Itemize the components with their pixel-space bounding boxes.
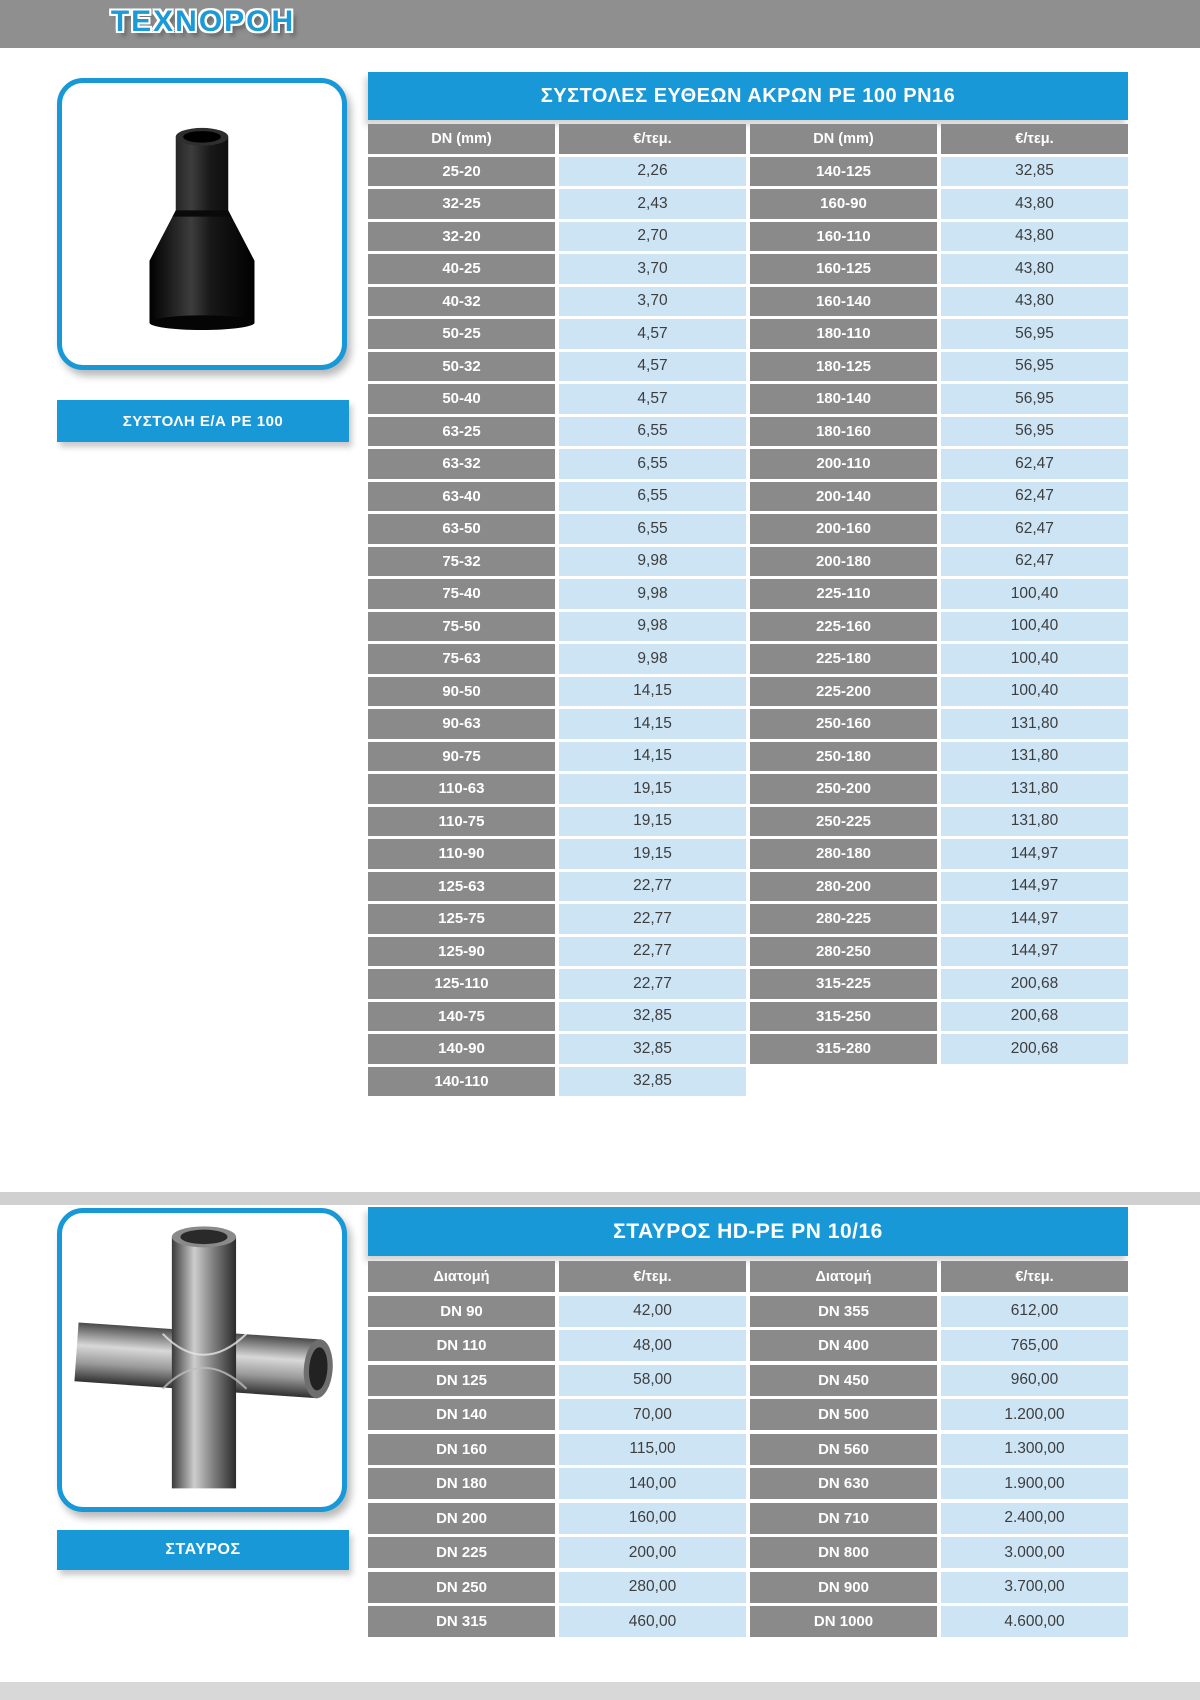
price-cell: 56,95: [941, 417, 1128, 447]
price-cell: 1.300,00: [941, 1434, 1128, 1465]
price-cell: 43,80: [941, 222, 1128, 252]
price-cell: 200,00: [559, 1537, 746, 1568]
size-cell: 160-125: [750, 254, 937, 284]
size-cell: 40-25: [368, 254, 555, 284]
size-cell: DN 900: [750, 1572, 937, 1603]
price-cell: 2,70: [559, 222, 746, 252]
table-grid-reducers: [368, 124, 1128, 1096]
price-cell: 100,40: [941, 677, 1128, 707]
price-cell: 960,00: [941, 1365, 1128, 1396]
size-cell: 250-225: [750, 807, 937, 837]
price-table-reducers: [368, 72, 1128, 1096]
price-cell: 42,00: [559, 1296, 746, 1327]
size-cell: 315-280: [750, 1034, 937, 1064]
size-cell: 225-160: [750, 612, 937, 642]
size-cell: 250-160: [750, 709, 937, 739]
size-cell: 90-50: [368, 677, 555, 707]
size-cell: 75-40: [368, 579, 555, 609]
price-cell: 1.200,00: [941, 1399, 1128, 1430]
price-cell: 144,97: [941, 872, 1128, 902]
table-grid-cross: [368, 1261, 1128, 1637]
price-cell: 200,68: [941, 1002, 1128, 1032]
size-cell: 63-40: [368, 482, 555, 512]
size-cell: 180-125: [750, 352, 937, 382]
price-cell: 100,40: [941, 612, 1128, 642]
price-cell: 115,00: [559, 1434, 746, 1465]
size-cell: 110-75: [368, 807, 555, 837]
size-cell: DN 710: [750, 1503, 937, 1534]
size-cell: 32-25: [368, 189, 555, 219]
price-cell: 2.400,00: [941, 1503, 1128, 1534]
column-header: €/τεμ.: [559, 1261, 746, 1292]
size-cell: 250-200: [750, 774, 937, 804]
column-header: DN (mm): [750, 124, 937, 154]
price-cell: 460,00: [559, 1606, 746, 1637]
size-cell: 160-140: [750, 287, 937, 317]
price-cell: 62,47: [941, 514, 1128, 544]
size-cell: 225-180: [750, 644, 937, 674]
size-cell: DN 225: [368, 1537, 555, 1568]
size-cell: DN 250: [368, 1572, 555, 1603]
price-cell: 3,70: [559, 254, 746, 284]
size-cell: DN 800: [750, 1537, 937, 1568]
size-cell: DN 110: [368, 1330, 555, 1361]
price-cell: 6,55: [559, 417, 746, 447]
price-cell: 9,98: [559, 579, 746, 609]
price-cell: 22,77: [559, 969, 746, 999]
price-cell: 32,85: [941, 157, 1128, 187]
price-cell: 32,85: [559, 1067, 746, 1097]
size-cell: 200-110: [750, 449, 937, 479]
price-cell: 200,68: [941, 1034, 1128, 1064]
price-cell: 144,97: [941, 839, 1128, 869]
price-cell: 4,57: [559, 352, 746, 382]
price-cell: 200,68: [941, 969, 1128, 999]
brand-logo: ΤΕΧΝΟΡΟΗ: [110, 5, 296, 38]
price-cell: 4,57: [559, 384, 746, 414]
price-cell: 58,00: [559, 1365, 746, 1396]
footer-bar: [0, 1682, 1200, 1700]
price-cell: 3,70: [559, 287, 746, 317]
size-cell: DN 500: [750, 1399, 937, 1430]
price-cell: 14,15: [559, 709, 746, 739]
size-cell: 225-110: [750, 579, 937, 609]
price-cell: 22,77: [559, 904, 746, 934]
price-cell: 131,80: [941, 807, 1128, 837]
column-header: Διατομή: [368, 1261, 555, 1292]
section-divider: [0, 1192, 1200, 1205]
size-cell: 63-25: [368, 417, 555, 447]
price-cell: 131,80: [941, 774, 1128, 804]
price-cell: 43,80: [941, 254, 1128, 284]
size-cell: 140-75: [368, 1002, 555, 1032]
size-cell: DN 1000: [750, 1606, 937, 1637]
reducer-fitting-image: [97, 93, 307, 355]
column-header: €/τεμ.: [941, 1261, 1128, 1292]
size-cell: 200-160: [750, 514, 937, 544]
size-cell: 40-32: [368, 287, 555, 317]
column-header: Διατομή: [750, 1261, 937, 1292]
size-cell: 250-180: [750, 742, 937, 772]
size-cell: 140-110: [368, 1067, 555, 1097]
size-cell: DN 140: [368, 1399, 555, 1430]
size-cell: 315-250: [750, 1002, 937, 1032]
size-cell: 180-160: [750, 417, 937, 447]
size-cell: 90-75: [368, 742, 555, 772]
size-cell: DN 315: [368, 1606, 555, 1637]
size-cell: DN 560: [750, 1434, 937, 1465]
size-cell: 75-63: [368, 644, 555, 674]
price-cell: 62,47: [941, 449, 1128, 479]
size-cell: 125-75: [368, 904, 555, 934]
size-cell: 140-125: [750, 157, 937, 187]
product-label-reducer: ΣΥΣΤΟΛΗ Ε/Α PE 100: [57, 400, 349, 442]
size-cell: 125-63: [368, 872, 555, 902]
size-cell: 110-63: [368, 774, 555, 804]
size-cell: 160-90: [750, 189, 937, 219]
price-cell: 48,00: [559, 1330, 746, 1361]
size-cell: 315-225: [750, 969, 937, 999]
price-cell: 612,00: [941, 1296, 1128, 1327]
size-cell: DN 180: [368, 1468, 555, 1499]
size-cell: 50-32: [368, 352, 555, 382]
price-cell: 6,55: [559, 514, 746, 544]
size-cell: 63-32: [368, 449, 555, 479]
size-cell: 25-20: [368, 157, 555, 187]
size-cell: 125-90: [368, 937, 555, 967]
price-cell: 32,85: [559, 1034, 746, 1064]
size-cell: 125-110: [368, 969, 555, 999]
size-cell: 280-200: [750, 872, 937, 902]
size-cell: 75-50: [368, 612, 555, 642]
size-cell: 160-110: [750, 222, 937, 252]
size-cell: 280-250: [750, 937, 937, 967]
size-cell: DN 355: [750, 1296, 937, 1327]
price-cell: 56,95: [941, 384, 1128, 414]
size-cell: DN 400: [750, 1330, 937, 1361]
size-cell: 200-140: [750, 482, 937, 512]
price-cell: 62,47: [941, 547, 1128, 577]
size-cell: 280-180: [750, 839, 937, 869]
size-cell: DN 90: [368, 1296, 555, 1327]
size-cell: 50-40: [368, 384, 555, 414]
size-cell: DN 450: [750, 1365, 937, 1396]
price-cell: 131,80: [941, 742, 1128, 772]
size-cell: DN 630: [750, 1468, 937, 1499]
price-cell: 4,57: [559, 319, 746, 349]
size-cell: 180-140: [750, 384, 937, 414]
table-title-reducers: ΣΥΣΤΟΛΕΣ ΕΥΘΕΩΝ ΑΚΡΩΝ PE 100 PN16: [368, 72, 1128, 120]
price-cell: 160,00: [559, 1503, 746, 1534]
size-cell: 200-180: [750, 547, 937, 577]
price-cell: 2,43: [559, 189, 746, 219]
cross-fitting-image: [71, 1221, 333, 1499]
price-cell: 14,15: [559, 742, 746, 772]
product-card-cross: [57, 1208, 347, 1512]
product-card-reducer: [57, 78, 347, 370]
price-cell: 765,00: [941, 1330, 1128, 1361]
product-label-cross: ΣΤΑΥΡΟΣ: [57, 1530, 349, 1570]
size-cell: 63-50: [368, 514, 555, 544]
price-cell: 280,00: [559, 1572, 746, 1603]
column-header: DN (mm): [368, 124, 555, 154]
price-cell: 56,95: [941, 319, 1128, 349]
size-cell: 180-110: [750, 319, 937, 349]
table-title-cross: ΣΤΑΥΡΟΣ HD-PE PN 10/16: [368, 1207, 1128, 1256]
price-cell: 140,00: [559, 1468, 746, 1499]
price-cell: 19,15: [559, 839, 746, 869]
price-cell: 19,15: [559, 774, 746, 804]
price-cell: 144,97: [941, 904, 1128, 934]
price-cell: [941, 1067, 1128, 1097]
size-cell: 225-200: [750, 677, 937, 707]
size-cell: DN 160: [368, 1434, 555, 1465]
size-cell: 140-90: [368, 1034, 555, 1064]
size-cell: 90-63: [368, 709, 555, 739]
price-cell: 22,77: [559, 872, 746, 902]
price-cell: 3.000,00: [941, 1537, 1128, 1568]
top-banner: [0, 0, 1200, 48]
size-cell: 280-225: [750, 904, 937, 934]
price-cell: 9,98: [559, 612, 746, 642]
price-cell: 144,97: [941, 937, 1128, 967]
price-cell: 19,15: [559, 807, 746, 837]
price-cell: 43,80: [941, 287, 1128, 317]
column-header: €/τεμ.: [559, 124, 746, 154]
size-cell: 32-20: [368, 222, 555, 252]
price-cell: 6,55: [559, 482, 746, 512]
size-cell: 110-90: [368, 839, 555, 869]
size-cell: 75-32: [368, 547, 555, 577]
price-cell: 4.600,00: [941, 1606, 1128, 1637]
price-cell: 100,40: [941, 579, 1128, 609]
size-cell: 50-25: [368, 319, 555, 349]
price-cell: 9,98: [559, 644, 746, 674]
price-cell: 131,80: [941, 709, 1128, 739]
price-cell: 6,55: [559, 449, 746, 479]
size-cell: [750, 1067, 937, 1097]
column-header: €/τεμ.: [941, 124, 1128, 154]
size-cell: DN 125: [368, 1365, 555, 1396]
price-cell: 43,80: [941, 189, 1128, 219]
price-cell: 70,00: [559, 1399, 746, 1430]
price-cell: 32,85: [559, 1002, 746, 1032]
price-cell: 14,15: [559, 677, 746, 707]
size-cell: DN 200: [368, 1503, 555, 1534]
price-cell: 22,77: [559, 937, 746, 967]
price-cell: 100,40: [941, 644, 1128, 674]
price-cell: 2,26: [559, 157, 746, 187]
price-cell: 9,98: [559, 547, 746, 577]
price-table-cross: [368, 1207, 1128, 1637]
price-cell: 56,95: [941, 352, 1128, 382]
price-cell: 1.900,00: [941, 1468, 1128, 1499]
price-cell: 62,47: [941, 482, 1128, 512]
price-cell: 3.700,00: [941, 1572, 1128, 1603]
